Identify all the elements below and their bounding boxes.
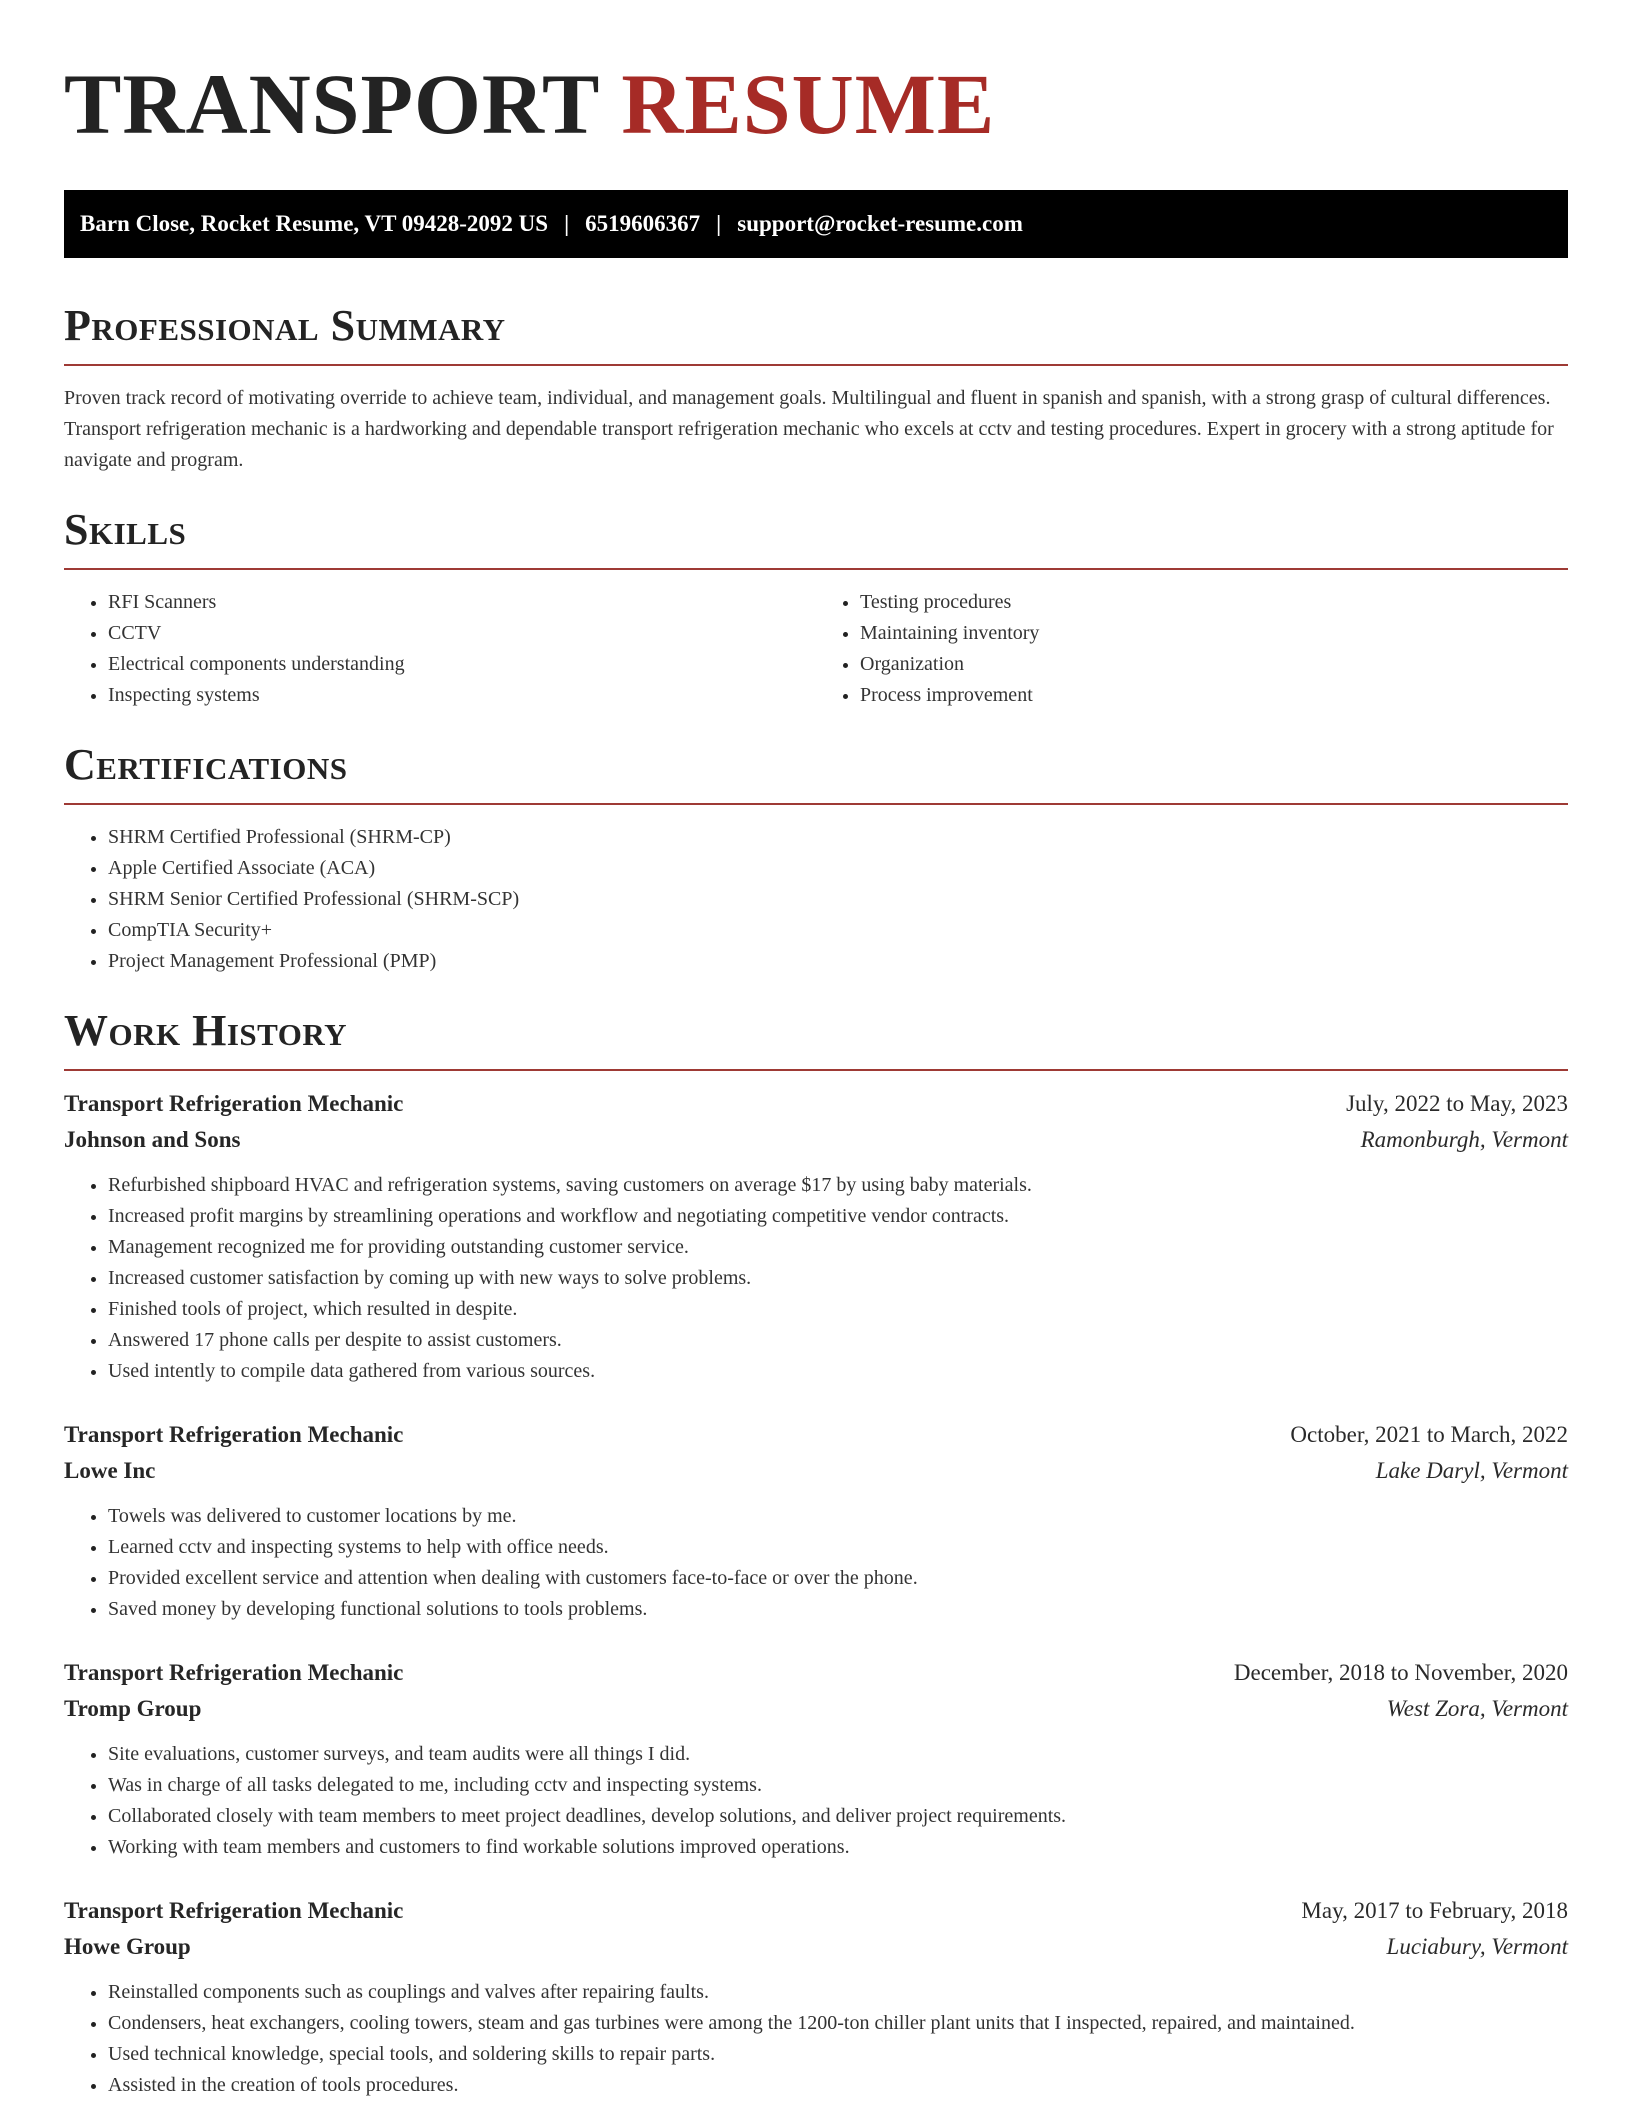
job-bullets	[64, 1170, 1568, 1387]
job-entry	[64, 1417, 1568, 1625]
job-header	[64, 1086, 1568, 1122]
skill-item: • Process improvement	[860, 680, 1568, 711]
job-company: Johnson and Sons	[64, 1127, 241, 1152]
section-divider	[64, 1069, 1568, 1071]
job-title: Transport Refrigeration Mechanic	[64, 1660, 404, 1685]
job-entry	[64, 1086, 1568, 1387]
job-company: Lowe Inc	[64, 1458, 156, 1483]
skill-item: • Testing procedures	[860, 587, 1568, 618]
skills-list-right	[816, 587, 1568, 711]
job-location: Lake Daryl, Vermont	[1375, 1458, 1568, 1483]
job-bullet: • Site evaluations, customer surveys, and team audits were all things I did.	[108, 1739, 1568, 1770]
job-dates: October, 2021 to March, 2022	[1290, 1422, 1568, 1447]
contact-bar	[64, 190, 1568, 258]
job-subheader	[64, 1122, 1568, 1158]
work-history-section	[64, 1005, 1568, 2101]
job-bullet: • Reinstalled components such as couplings and valves after repairing faults.	[108, 1977, 1568, 2008]
summary-text: Proven track record of motivating override to achieve team, individual, and management goals. Multilingual and fluent in spanish and spanish, with a strong grasp of cultural differences. Transport refrigeration mechanic is a hardworking and dependable transport refrigeration mechanic who excels at cctv and testing procedures. Expert in grocery with a strong aptitude for navigate and program.	[64, 387, 1554, 471]
title-part-transport: TRANSPORT	[64, 56, 599, 152]
contact-phone[interactable]: 6519606367	[585, 211, 701, 236]
job-bullet: • Management recognized me for providing outstanding customer service.	[108, 1232, 1568, 1263]
certification-item: • SHRM Certified Professional (SHRM-CP)	[108, 822, 1568, 853]
job-bullet: • Condensers, heat exchangers, cooling towers, steam and gas turbines were among the 1200-ton chiller plant units that I inspected, repaired, and maintained.	[108, 2008, 1568, 2039]
job-entry	[64, 1655, 1568, 1863]
job-subheader	[64, 1691, 1568, 1727]
job-title: Transport Refrigeration Mechanic	[64, 1091, 404, 1116]
job-location: West Zora, Vermont	[1386, 1696, 1568, 1721]
job-entry	[64, 1893, 1568, 2101]
job-dates: December, 2018 to November, 2020	[1233, 1660, 1568, 1685]
job-dates: May, 2017 to February, 2018	[1301, 1898, 1568, 1923]
job-bullet: • Provided excellent service and attention when dealing with customers face-to-face or over the phone.	[108, 1563, 1568, 1594]
certification-item: • Project Management Professional (PMP)	[108, 946, 1568, 977]
skill-item: • Organization	[860, 649, 1568, 680]
certifications-heading: Certifications	[64, 740, 348, 789]
job-bullet: • Used technical knowledge, special tools, and soldering skills to repair parts.	[108, 2039, 1568, 2070]
job-title: Transport Refrigeration Mechanic	[64, 1422, 404, 1447]
skills-grid	[64, 587, 1568, 711]
job-bullet: • Refurbished shipboard HVAC and refrigeration systems, saving customers on average $17 by using baby materials.	[108, 1170, 1568, 1201]
summary-section	[64, 300, 1568, 476]
contact-address: Barn Close, Rocket Resume, VT 09428-2092 US	[80, 211, 549, 236]
job-subheader	[64, 1453, 1568, 1489]
certification-item: • CompTIA Security+	[108, 915, 1568, 946]
job-header	[64, 1417, 1568, 1453]
skill-item: • Inspecting systems	[108, 680, 816, 711]
work-history-heading: Work History	[64, 1006, 348, 1055]
title-part-resume: RESUME	[621, 56, 996, 152]
job-bullet: • Assisted in the creation of tools procedures.	[108, 2070, 1568, 2101]
job-location: Ramonburgh, Vermont	[1360, 1127, 1568, 1152]
job-subheader	[64, 1929, 1568, 1965]
job-bullet: • Learned cctv and inspecting systems to help with office needs.	[108, 1532, 1568, 1563]
job-dates: July, 2022 to May, 2023	[1346, 1091, 1568, 1116]
job-header	[64, 1893, 1568, 1929]
job-bullet: • Collaborated closely with team members to meet project deadlines, develop solutions, and deliver project requirements.	[108, 1801, 1568, 1832]
skill-item: • Maintaining inventory	[860, 618, 1568, 649]
resume-title	[64, 56, 1568, 152]
skills-list-left	[64, 587, 816, 711]
job-company: Howe Group	[64, 1934, 191, 1959]
job-bullet: • Was in charge of all tasks delegated to me, including cctv and inspecting systems.	[108, 1770, 1568, 1801]
job-bullet: • Increased customer satisfaction by coming up with new ways to solve problems.	[108, 1263, 1568, 1294]
section-divider	[64, 568, 1568, 570]
certifications-section	[64, 739, 1568, 977]
job-bullets	[64, 1501, 1568, 1625]
certification-item: • SHRM Senior Certified Professional (SHRM-SCP)	[108, 884, 1568, 915]
section-divider	[64, 803, 1568, 805]
skill-item: • CCTV	[108, 618, 816, 649]
section-divider	[64, 364, 1568, 366]
contact-separator: |	[716, 211, 722, 236]
job-bullets	[64, 1739, 1568, 1863]
job-bullet: • Saved money by developing functional solutions to tools problems.	[108, 1594, 1568, 1625]
job-bullet: • Used intently to compile data gathered from various sources.	[108, 1356, 1568, 1387]
skill-item: • Electrical components understanding	[108, 649, 816, 680]
job-bullet: • Working with team members and customers to find workable solutions improved operations.	[108, 1832, 1568, 1863]
skills-section	[64, 504, 1568, 711]
job-bullets	[64, 1977, 1568, 2101]
contact-email[interactable]: support@rocket-resume.com	[737, 211, 1023, 236]
job-header	[64, 1655, 1568, 1691]
certification-item: • Apple Certified Associate (ACA)	[108, 853, 1568, 884]
job-title: Transport Refrigeration Mechanic	[64, 1898, 404, 1923]
job-company: Tromp Group	[64, 1696, 202, 1721]
job-location: Luciabury, Vermont	[1386, 1934, 1568, 1959]
job-bullet: • Answered 17 phone calls per despite to assist customers.	[108, 1325, 1568, 1356]
certifications-list	[64, 822, 1568, 977]
skills-heading: Skills	[64, 505, 187, 554]
contact-separator: |	[564, 211, 570, 236]
job-bullet: • Increased profit margins by streamlining operations and workflow and negotiating competitive vendor contracts.	[108, 1201, 1568, 1232]
summary-heading: Professional Summary	[64, 301, 506, 350]
job-bullet: • Finished tools of project, which resulted in despite.	[108, 1294, 1568, 1325]
job-bullet: • Towels was delivered to customer locations by me.	[108, 1501, 1568, 1532]
skill-item: • RFI Scanners	[108, 587, 816, 618]
